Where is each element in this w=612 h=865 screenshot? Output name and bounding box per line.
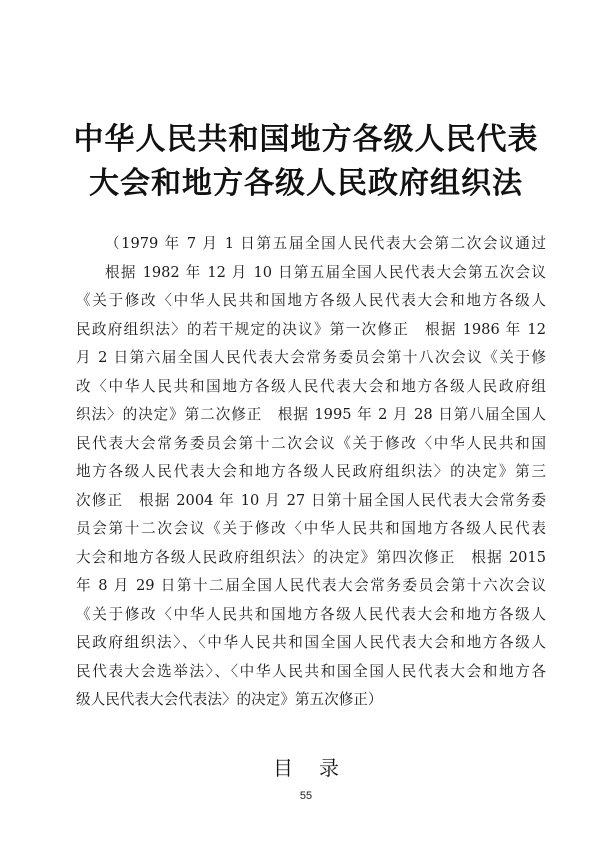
preamble-line: 民政府组织法〉、〈中华人民共和国全国人民代表大会和地方各级人 xyxy=(76,634,546,651)
preamble-line: 次修正 根据 2004 年 10 月 27 日第十届全国人民代表大会常务委 xyxy=(76,491,546,509)
preamble-line: 《关于修改〈中华人民共和国地方各级人民代表大会和地方各级人 xyxy=(76,605,546,623)
preamble-line: 大会和地方各级人民政府组织法〉的决定》第四次修正 根据 2015 xyxy=(76,548,546,566)
legislative-history-preamble xyxy=(76,230,546,715)
table-of-contents-heading: 目录 xyxy=(273,756,365,780)
preamble-line: 根据 1982 年 12 月 10 日第五届全国人民代表大会第五次会议 xyxy=(105,263,546,281)
preamble-line: 级人民代表大会代表法〉的决定》第五次修正） xyxy=(76,691,383,708)
preamble-line: 织法〉的决定》第二次修正 根据 1995 年 2 月 28 日第八届全国人 xyxy=(76,406,546,423)
preamble-line: 民代表大会选举法〉、〈中华人民共和国全国人民代表大会和地方各 xyxy=(76,662,546,680)
preamble-line: 年 8 月 29 日第十二届全国人民代表大会常务委员会第十六次会议 xyxy=(76,577,546,594)
preamble-line: （1979 年 7 月 1 日第五届全国人民代表大会第二次会议通过 xyxy=(105,235,546,252)
preamble-line: 员会第十二次会议《关于修改〈中华人民共和国地方各级人民代表 xyxy=(76,520,546,537)
preamble-line: 民代表大会常务委员会第十二次会议《关于修改〈中华人民共和国 xyxy=(76,434,546,452)
preamble-line: 《关于修改〈中华人民共和国地方各级人民代表大会和地方各级人 xyxy=(76,292,546,309)
document-title-line-2: 大会和地方各级人民政府组织法 xyxy=(89,166,523,201)
page-number: 55 xyxy=(299,790,313,802)
document-title-line-1: 中华人民共和国地方各级人民代表 xyxy=(73,122,539,157)
preamble-line: 月 2 日第六届全国人民代表大会常务委员会第十八次会议《关于修 xyxy=(76,349,546,366)
preamble-line: 民政府组织法〉的若干规定的决议》第一次修正 根据 1986 年 12 xyxy=(76,320,546,338)
preamble-line: 地方各级人民代表大会和地方各级人民政府组织法〉的决定》第三 xyxy=(76,463,546,480)
preamble-line: 改〈中华人民共和国地方各级人民代表大会和地方各级人民政府组 xyxy=(76,377,546,395)
